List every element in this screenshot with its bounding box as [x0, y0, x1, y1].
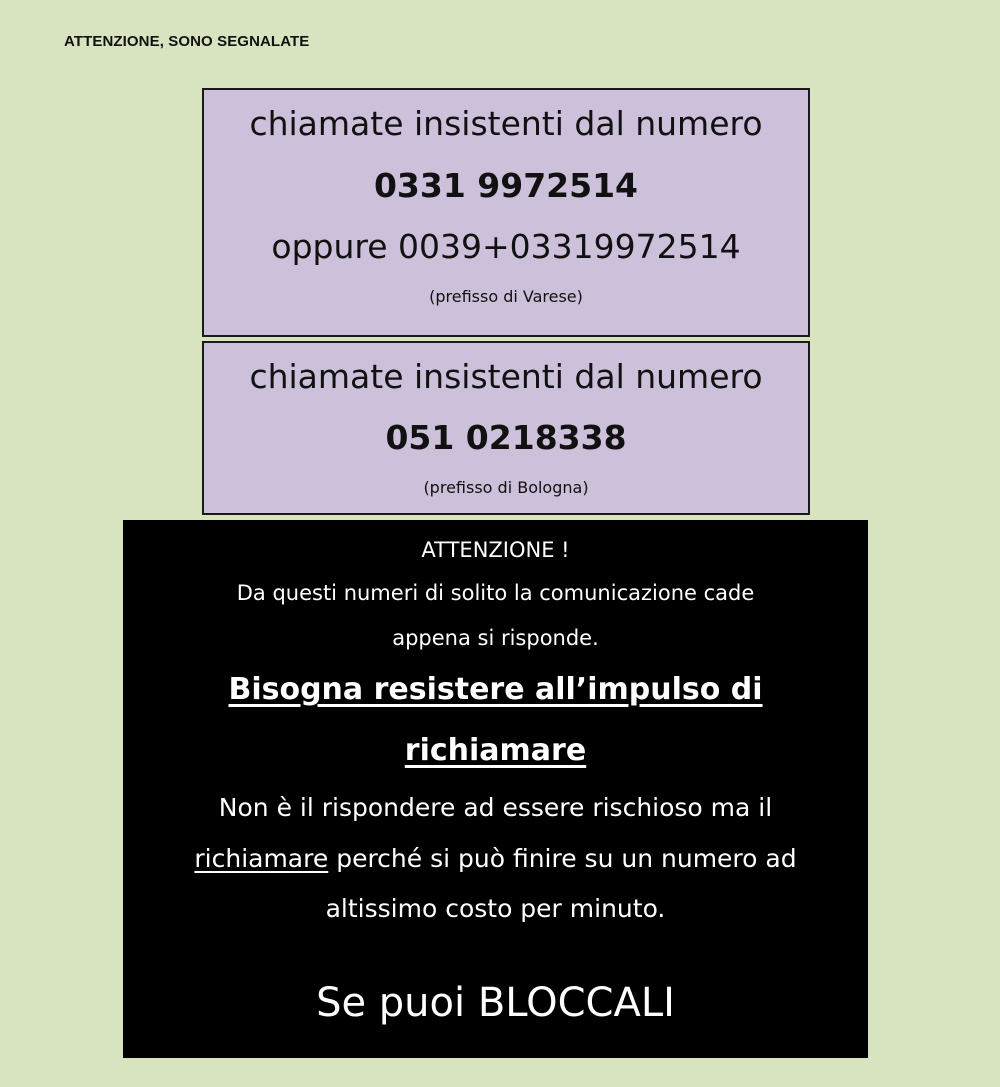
block-them-text: Se puoi BLOCCALI [316, 980, 675, 1026]
richiamare-underlined: richiamare [194, 844, 329, 873]
box1-intro-text: chiamate insistenti dal numero [249, 104, 763, 143]
box1-phone-number: 0331 9972514 [373, 166, 639, 205]
box1-alt-number: oppure 0039+03319972514 [271, 227, 741, 266]
box2-prefix-note: (prefisso di Bologna) [423, 478, 589, 497]
bologna-number-box [202, 341, 810, 515]
box2-phone-number: 051 0218338 [385, 418, 627, 457]
warning-title: ATTENZIONE ! [421, 538, 570, 562]
varese-number-box [202, 88, 810, 337]
warning-emphasis-line-2: richiamare [404, 733, 587, 768]
warning-text-line-2: appena si risponde. [392, 626, 599, 650]
warning-body-line-3: altissimo costo per minuto. [325, 894, 666, 923]
warning-body-line-2-rest: perché si può finire su un numero ad [328, 844, 797, 873]
warning-body-line-1: Non è il rispondere ad essere rischioso ma il [218, 793, 773, 822]
page-heading: ATTENZIONE, SONO SEGNALATE [64, 33, 310, 50]
warning-body-line-2 [123, 844, 868, 873]
warning-text-line-1: Da questi numeri di solito la comunicazione cade [236, 581, 755, 605]
warning-panel [123, 520, 868, 1058]
box2-intro-text: chiamate insistenti dal numero [249, 357, 763, 396]
box1-prefix-note: (prefisso di Varese) [429, 287, 583, 306]
warning-emphasis-line-1: Bisogna resistere all’impulso di [228, 672, 763, 707]
